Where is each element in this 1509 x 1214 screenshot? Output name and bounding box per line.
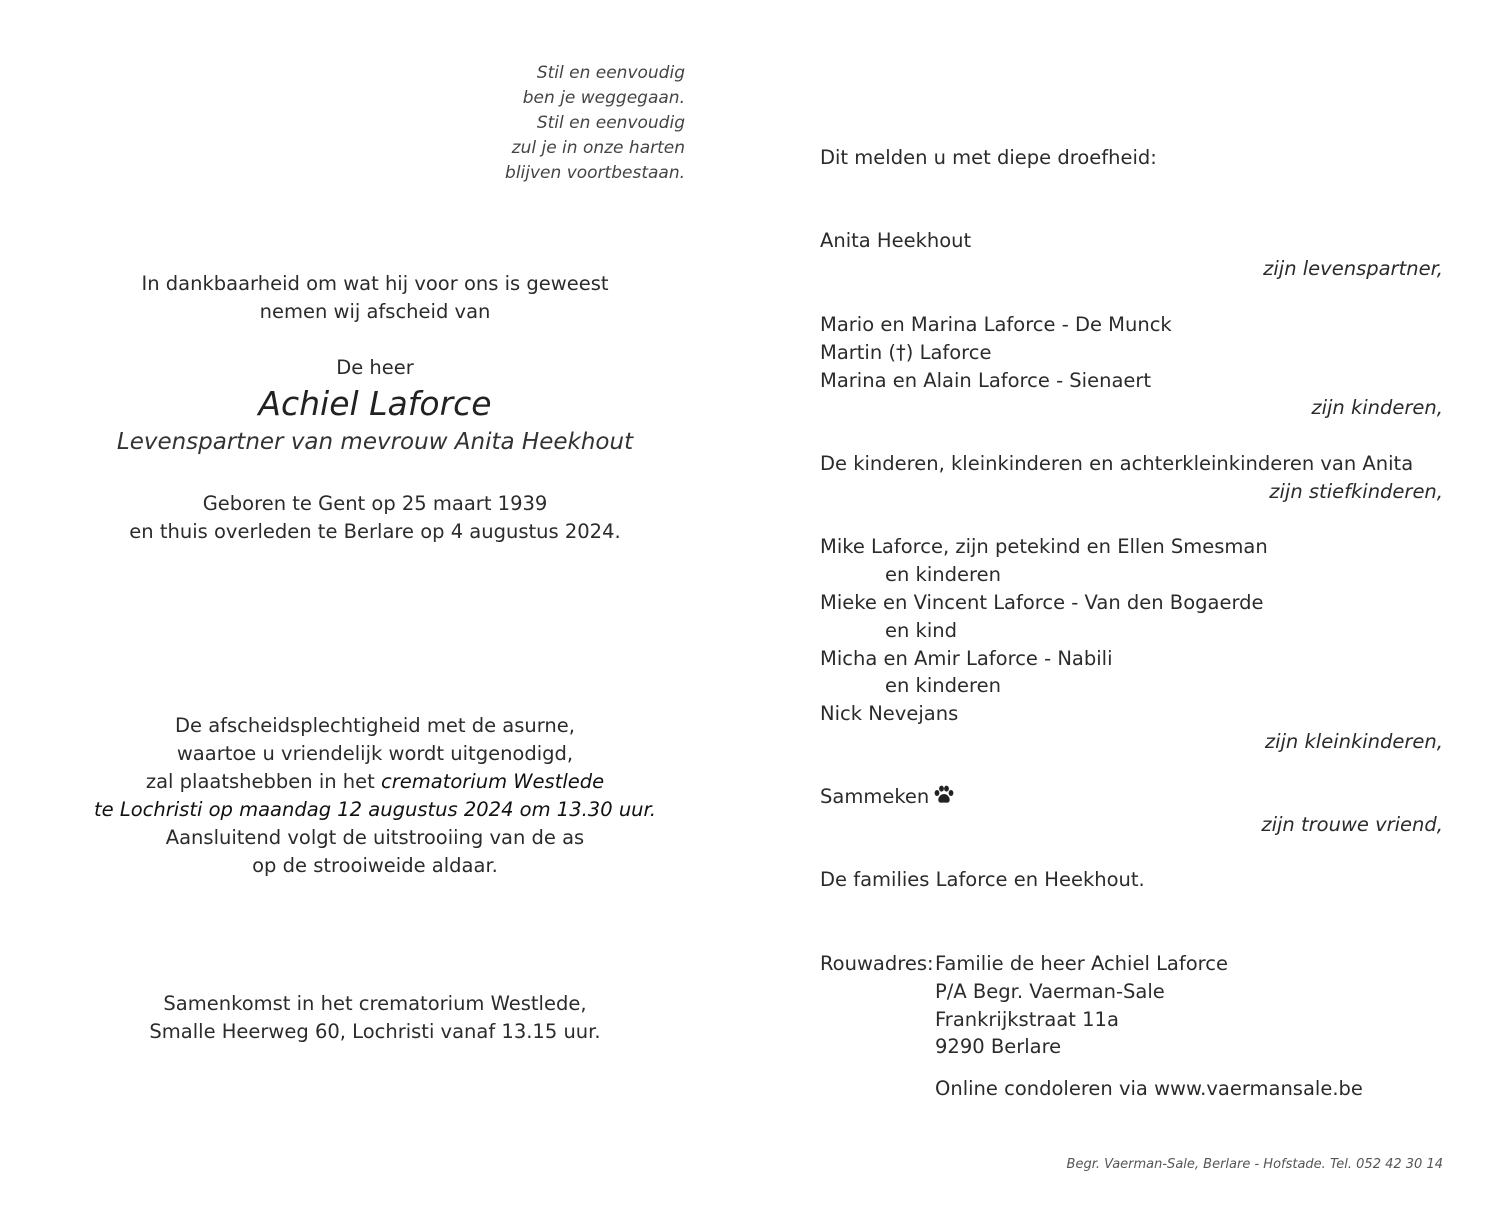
death-line: en thuis overleden te Berlare op 4 augustus 2024. bbox=[129, 520, 621, 543]
address-label: Rouwadres: bbox=[820, 952, 934, 975]
deceased-name: Achiel Laforce bbox=[258, 384, 492, 423]
partner-role: zijn levenspartner, bbox=[1263, 257, 1443, 280]
footer-undertaker: Begr. Vaerman-Sale, Berlare - Hofstade. Tel. 052 42 30 14 bbox=[1066, 1157, 1443, 1172]
grandchild-name: Mieke en Vincent Laforce - Van den Bogaerde bbox=[820, 591, 1264, 614]
intro-line: nemen wij afscheid van bbox=[259, 300, 491, 323]
poem-line: Stil en eenvoudig bbox=[536, 113, 685, 133]
pet-line bbox=[820, 783, 955, 813]
deceased-block bbox=[60, 354, 690, 458]
poem-line: zul je in onze harten bbox=[511, 138, 685, 158]
poem-line: ben je weggegaan. bbox=[522, 88, 685, 108]
birth-line: Geboren te Gent op 25 maart 1939 bbox=[202, 492, 548, 515]
stepchildren-role: zijn stiefkinderen, bbox=[1269, 480, 1443, 503]
ceremony-line bbox=[60, 796, 690, 824]
grandchild-name: Nick Nevejans bbox=[820, 702, 959, 725]
deceased-subtitle: Levenspartner van mevrouw Anita Heekhout bbox=[116, 429, 634, 455]
intro bbox=[60, 270, 690, 326]
poem-line: blijven voortbestaan. bbox=[505, 163, 685, 183]
ceremony-line: De afscheidsplechtigheid met de asurne, bbox=[175, 714, 575, 737]
poem bbox=[505, 61, 685, 186]
grandchildren-role: zijn kleinkinderen, bbox=[1264, 730, 1443, 753]
grandchild-name: Micha en Amir Laforce - Nabili bbox=[820, 647, 1113, 670]
child-name: Marina en Alain Laforce - Sienaert bbox=[820, 369, 1152, 392]
ceremony-location: crematorium Westlede bbox=[381, 770, 605, 793]
gathering-line: Smalle Heerweg 60, Lochristi vanaf 13.15 uur. bbox=[149, 1020, 601, 1043]
ceremony-prefix: zal plaatshebben in het bbox=[145, 770, 382, 793]
ceremony-date-time: te Lochristi op maandag 12 augustus 2024 om 13.30 uur. bbox=[94, 798, 656, 821]
paw-print-icon bbox=[933, 785, 955, 813]
address-line: 9290 Berlare bbox=[935, 1035, 1062, 1058]
grandchild-name: Mike Laforce, zijn petekind en Ellen Smesman bbox=[820, 535, 1268, 558]
ceremony-line: Aansluitend volgt de uitstrooiing van de as bbox=[165, 826, 585, 849]
poem-line: Stil en eenvoudig bbox=[536, 63, 685, 83]
grandchild-name: en kind bbox=[885, 619, 958, 642]
gathering-line: Samenkomst in het crematorium Westlede, bbox=[163, 992, 587, 1015]
intro-line: In dankbaarheid om wat hij voor ons is geweest bbox=[141, 272, 609, 295]
address-line: Familie de heer Achiel Laforce bbox=[935, 952, 1228, 975]
child-name: Mario en Marina Laforce - De Munck bbox=[820, 313, 1172, 336]
birth-death bbox=[60, 490, 690, 546]
gathering bbox=[60, 990, 690, 1046]
ceremony-line: op de strooiweide aldaar. bbox=[252, 854, 498, 877]
announcement: Dit melden u met diepe droefheid: bbox=[820, 146, 1157, 169]
families: De families Laforce en Heekhout. bbox=[820, 868, 1145, 891]
address-line: Frankrijkstraat 11a bbox=[935, 1008, 1119, 1031]
pet-role: zijn trouwe vriend, bbox=[1261, 813, 1443, 836]
ceremony-line: waartoe u vriendelijk wordt uitgenodigd, bbox=[176, 742, 574, 765]
salutation: De heer bbox=[336, 356, 414, 379]
online-condolence: Online condoleren via www.vaermansale.be bbox=[935, 1077, 1363, 1100]
ceremony bbox=[60, 712, 690, 880]
pet-name: Sammeken bbox=[820, 785, 930, 808]
children-role: zijn kinderen, bbox=[1311, 396, 1443, 419]
child-name: Martin (†) Laforce bbox=[820, 341, 992, 364]
grandchild-name: en kinderen bbox=[885, 563, 1001, 586]
partner-name: Anita Heekhout bbox=[820, 229, 972, 252]
ceremony-line bbox=[60, 768, 690, 796]
stepchildren-names: De kinderen, kleinkinderen en achterkleinkinderen van Anita bbox=[820, 452, 1414, 475]
address-line: P/A Begr. Vaerman-Sale bbox=[935, 980, 1165, 1003]
grandchild-name: en kinderen bbox=[885, 674, 1001, 697]
